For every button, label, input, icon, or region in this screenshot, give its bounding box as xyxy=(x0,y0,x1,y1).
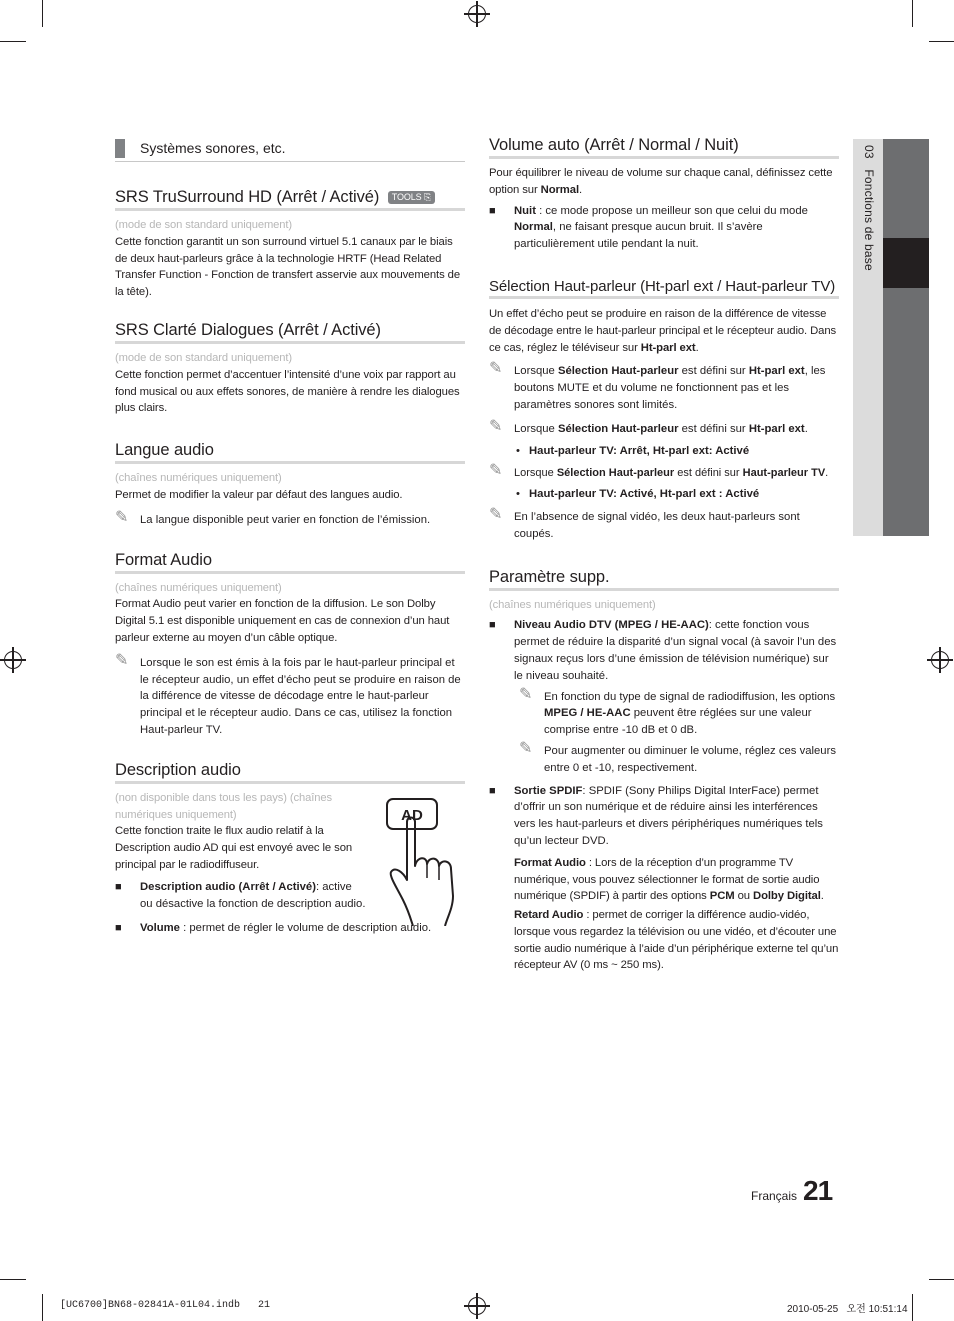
ad-button-label: AD xyxy=(401,806,423,824)
right-column xyxy=(489,136,839,990)
section-description-audio xyxy=(115,761,465,937)
section-langue-audio xyxy=(115,441,465,528)
square-bullet-icon: ■ xyxy=(489,784,496,797)
registration-mark-icon xyxy=(4,651,22,669)
dot-bullet-icon: • xyxy=(516,444,520,457)
crop-mark xyxy=(42,1294,43,1321)
topic-header: Systèmes sonores, etc. xyxy=(115,140,465,162)
section-selection-haut-parleur xyxy=(489,278,839,543)
crop-mark xyxy=(42,0,43,27)
note-item: ✎ En l’absence de signal vidéo, les deux haut-parleurs sont coupés. xyxy=(489,505,800,540)
section-srs-clarte xyxy=(115,321,465,417)
pencil-icon: ✎ xyxy=(489,505,503,523)
crop-mark xyxy=(912,0,913,27)
topic-marker xyxy=(115,139,125,158)
pencil-icon: ✎ xyxy=(489,462,503,480)
note-item: ✎ La langue disponible peut varier en fonction de l’émission. xyxy=(115,508,431,526)
note-item: ✎ En fonction du type de signal de radiodiffusion, les options MPEG / HE-AAC peuvent être réglées sur une valeur comprise entre -10 dB et 0 dB. xyxy=(519,685,836,737)
note-item: ✎ Lorsque Sélection Haut-parleur est défini sur Haut-parleur TV. xyxy=(489,462,829,480)
section-format-audio xyxy=(115,551,465,739)
square-bullet-icon: ■ xyxy=(115,880,122,893)
list-item: ■ Volume : permet de régler le volume de description audio. xyxy=(115,920,465,937)
section-body: Permet de modifier la valeur par défaut des langues audio. xyxy=(115,488,403,501)
pencil-icon: ✎ xyxy=(519,685,533,703)
dot-bullet-icon: • xyxy=(516,488,520,501)
section-title: Description audio xyxy=(115,761,465,784)
registration-mark-icon xyxy=(931,651,949,669)
crop-mark xyxy=(912,1294,913,1321)
ad-button-hand-icon xyxy=(385,796,465,926)
note-item: ✎ Pour augmenter ou diminuer le volume, réglez ces valeurs entre 0 et -10, respectivement. xyxy=(519,739,836,774)
chapter-label: 03 Fonctions de base xyxy=(862,145,876,271)
section-title: Langue audio xyxy=(115,441,465,464)
section-note: (mode de son standard uniquement) xyxy=(115,351,293,364)
list-item: • Haut-parleur TV: Activé, Ht-parl ext : Activé xyxy=(489,486,839,503)
note-item: ✎ Lorsque le son est émis à la fois par le haut-parleur principal et le récepteur audio, un effet d’écho peut se produire en raison de la différence de vitesse de décodage entre le haut-parleur principal et le récepteur audio. Dans ce cas, utilisez la fonction Haut-parleur TV. xyxy=(115,651,461,736)
footer-language: Français xyxy=(751,1189,798,1203)
square-bullet-icon: ■ xyxy=(489,619,496,632)
section-body: Un effet d’écho peut se produire en raison de la différence de vitesse de décodage entre le haut-parleur principal et le récepteur audio. Dans ce cas, réglez le téléviseur sur Ht-parl ext. xyxy=(489,307,837,354)
note-item: ✎ Lorsque Sélection Haut-parleur est défini sur Ht-parl ext. xyxy=(489,417,808,435)
pencil-icon: ✎ xyxy=(519,739,533,757)
list-item: ■ Sortie SPDIF: SPDIF (Sony Philips Digital InterFace) permet d’offrir un son numérique et de réduire ainsi les interférences vers les haut-parleurs et divers périphériques numériques tels qu’un lecteur DVD. xyxy=(489,784,823,847)
section-title: SRS Clarté Dialogues (Arrêt / Activé) xyxy=(115,321,465,344)
section-body: Pour équilibrer le niveau de volume sur chaque canal, définissez cette option sur Normal. xyxy=(489,167,833,196)
list-item: ■ Description audio (Arrêt / Activé): active ou désactive la fonction de description audio. xyxy=(115,880,366,910)
section-title: Format Audio xyxy=(115,551,465,574)
print-timestamp: 2010-05-25 오전 10:51:14 xyxy=(787,1304,908,1315)
pencil-icon: ✎ xyxy=(489,360,503,378)
list-item: ■ Nuit : ce mode propose un meilleur son que celui du mode Normal, ne faisant presque aucun bruit. Il s’avère particulièrement utile pendant la nuit. xyxy=(489,204,808,251)
section-title: Sélection Haut-parleur (Ht-parl ext / Haut-parleur TV) xyxy=(489,278,839,299)
registration-mark-icon xyxy=(468,1297,486,1315)
section-note: (chaînes numériques uniquement) xyxy=(489,598,656,611)
sub-paragraph: Retard Audio : permet de corriger la différence audio-vidéo, lorsque vous regardez la télévision ou une vidéo, et d’écouter une sortie audio numérique à l’aide d’un périphérique externe tel qu’un récepteur AV (0 ms ~ 250 ms). xyxy=(514,909,839,972)
square-bullet-icon: ■ xyxy=(115,922,122,935)
section-srs-trusurround xyxy=(115,188,465,301)
left-column xyxy=(115,136,465,953)
tools-badge: TOOLS ⎘ xyxy=(388,191,435,204)
section-body: Cette fonction garantit un son surround virtuel 5.1 canaux par le biais de deux haut-parleurs grâce à la technologie HRTF (Head Related Transfer Function - Fonction de transfert asservie aux mouvements de la tête). xyxy=(115,235,461,299)
registration-mark-icon xyxy=(468,5,486,23)
note-item: ✎ Lorsque Sélection Haut-parleur est défini sur Ht-parl ext, les boutons MUTE et du volume ne fonctionnent pas et les paramètres sonores sont limités. xyxy=(489,360,826,411)
pencil-icon: ✎ xyxy=(115,651,129,669)
file-info: [UC6700]BN68-02841A-01L04.indb 21 xyxy=(60,1300,271,1311)
pencil-icon: ✎ xyxy=(115,508,129,526)
section-title: SRS TruSurround HD (Arrêt / Activé) TOOLS ⎘ xyxy=(115,188,465,211)
section-note: (mode de son standard uniquement) xyxy=(115,219,293,231)
chapter-sidebar xyxy=(853,139,929,536)
section-title: Volume auto (Arrêt / Normal / Nuit) xyxy=(489,136,839,159)
section-note: (non disponible dans tous les pays) (chaînes numériques uniquement) xyxy=(115,791,332,821)
section-note: (chaînes numériques uniquement) xyxy=(115,472,282,485)
section-volume-auto xyxy=(489,136,839,253)
square-bullet-icon: ■ xyxy=(489,204,496,217)
sub-paragraph: Format Audio : Lors de la réception d’un programme TV numérique, vous pouvez sélectionner le format de sortie audio numérique (SPDIF) à partir des options PCM ou Dolby Digital. xyxy=(514,856,824,903)
section-note: (chaînes numériques uniquement) xyxy=(115,581,282,594)
crop-mark xyxy=(929,1279,954,1280)
section-title: Paramètre supp. xyxy=(489,568,839,591)
section-body: Cette fonction traite le flux audio relatif à la Description audio AD qui est envoyé avec le son principal par le radiodiffuseur. xyxy=(115,825,353,871)
list-item: • Haut-parleur TV: Arrêt, Ht-parl ext: Activé xyxy=(489,443,839,460)
crop-mark xyxy=(0,41,26,42)
section-parametre-supp xyxy=(489,568,839,975)
section-body: Cette fonction permet d’accentuer l’intensité d’une voix par rapport au fond musical ou aux effets sonores, de manière à rendre les dialogues plus clairs. xyxy=(115,368,460,415)
page-number: 21 xyxy=(803,1175,833,1206)
section-body: Format Audio peut varier en fonction de la diffusion. Le son Dolby Digital 5.1 est disponible uniquement en cas de connexion d’un haut parleur externe au moyen d’un câble optique. xyxy=(115,598,450,644)
crop-mark xyxy=(0,1279,26,1280)
crop-mark xyxy=(929,41,954,42)
list-item: ■ Niveau Audio DTV (MPEG / HE-AAC): cette fonction vous permet de réduire la disparité d’un signal vocal (à savoir l’un des signaux reçus lors d’une émission de télévision numérique) sur le niveau souhaité. xyxy=(489,619,837,682)
pencil-icon: ✎ xyxy=(489,417,503,435)
